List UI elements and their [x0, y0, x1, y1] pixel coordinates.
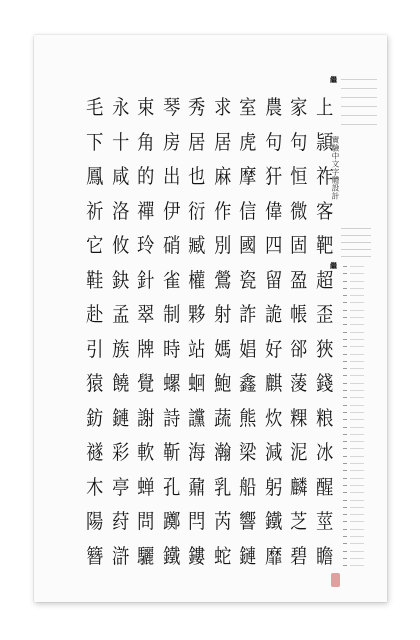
tick-mark: [343, 467, 381, 474]
tick-mark: [343, 299, 381, 306]
glyph-cell: 永: [111, 95, 129, 120]
glyph-cell: 芮: [213, 509, 231, 534]
glyph-cell: 上: [315, 95, 333, 120]
tick-mark: [343, 445, 381, 452]
tick-mark: [343, 475, 381, 482]
glyph-cell: 制: [162, 302, 180, 327]
tick-mark: [343, 351, 381, 358]
glyph-grid: [82, 90, 337, 573]
glyph-cell: 禭: [86, 440, 104, 465]
glyph-cell: 響: [239, 509, 257, 534]
glyph-cell: 國: [239, 233, 257, 258]
tick-mark: [343, 380, 381, 387]
glyph-cell: 謝: [137, 405, 155, 430]
glyph-cell: 彩: [111, 440, 129, 465]
glyph-cell: 出: [162, 164, 180, 189]
glyph-cell: 雀: [162, 267, 180, 292]
tick-mark: [343, 336, 381, 343]
glyph-cell: 蔬: [213, 405, 231, 430]
glyph-cell: 攸: [111, 233, 129, 258]
glyph-cell: 詩: [162, 405, 180, 430]
tick-mark: [343, 402, 381, 409]
glyph-cell: 秀: [188, 95, 206, 120]
glyph-cell: 船: [239, 474, 257, 499]
glyph-cell: 狹: [315, 336, 333, 361]
mid-rules: [341, 228, 371, 263]
tick-mark: [343, 504, 381, 511]
glyph-cell: 瀚: [213, 440, 231, 465]
glyph-cell: 驪: [137, 543, 155, 568]
glyph-cell: 祈: [86, 198, 104, 223]
glyph-cell: 蝉: [137, 474, 155, 499]
glyph-cell: 臧: [188, 233, 206, 258]
tick-mark: [343, 329, 381, 336]
glyph-cell: 瓷: [239, 267, 257, 292]
glyph-cell: 角: [137, 129, 155, 154]
glyph-cell: 農: [264, 95, 282, 120]
glyph-cell: 毛: [86, 95, 104, 120]
tick-list: [343, 263, 381, 569]
glyph-cell: 讜: [188, 405, 206, 430]
tick-mark: [343, 555, 381, 562]
glyph-cell: 硝: [162, 233, 180, 258]
glyph-cell: 洛: [111, 198, 129, 223]
glyph-cell: 夥: [188, 302, 206, 327]
glyph-cell: 時: [162, 336, 180, 361]
glyph-cell: 祚: [315, 164, 333, 189]
tick-mark: [343, 307, 381, 314]
glyph-cell: 偉: [264, 198, 282, 223]
glyph-cell: 莖: [315, 509, 333, 534]
glyph-cell: 虎: [239, 129, 257, 154]
glyph-cell: 赴: [86, 302, 104, 327]
tick-mark: [343, 482, 381, 489]
glyph-cell: 犴: [264, 164, 282, 189]
glyph-cell: 靡: [264, 543, 282, 568]
glyph-cell: 乳: [213, 474, 231, 499]
glyph-cell: 蛔: [188, 371, 206, 396]
glyph-cell: 四: [264, 233, 282, 258]
tick-mark: [343, 263, 381, 270]
glyph-cell: 瞻: [315, 543, 333, 568]
tick-mark: [343, 526, 381, 533]
glyph-cell: 詐: [239, 302, 257, 327]
glyph-cell: 居: [188, 129, 206, 154]
glyph-cell: 頴: [315, 129, 333, 154]
glyph-cell: 冰: [315, 440, 333, 465]
red-seal-icon: [331, 573, 340, 587]
glyph-cell: 站: [188, 336, 206, 361]
tick-mark: [343, 285, 381, 292]
glyph-cell: 微: [290, 198, 308, 223]
glyph-cell: 猿: [86, 371, 104, 396]
tick-mark: [343, 416, 381, 423]
tick-mark: [343, 497, 381, 504]
glyph-cell: 族: [111, 336, 129, 361]
side-panel: [327, 73, 383, 593]
glyph-cell: 鏈: [111, 405, 129, 430]
glyph-cell: 問: [137, 509, 155, 534]
tick-mark: [343, 278, 381, 285]
tick-mark: [343, 365, 381, 372]
glyph-cell: 覺: [137, 371, 155, 396]
glyph-cell: 下: [86, 129, 104, 154]
glyph-cell: 它: [86, 233, 104, 258]
glyph-cell: 海: [188, 440, 206, 465]
glyph-cell: 詭: [264, 302, 282, 327]
glyph-cell: 郤: [290, 336, 308, 361]
glyph-cell: 減: [264, 440, 282, 465]
glyph-cell: 室: [239, 95, 257, 120]
tick-mark: [343, 460, 381, 467]
glyph-cell: 咸: [111, 164, 129, 189]
glyph-cell: 滸: [111, 543, 129, 568]
tick-mark: [343, 409, 381, 416]
glyph-cell: 錢: [315, 371, 333, 396]
tick-mark: [343, 518, 381, 525]
glyph-cell: 鈌: [111, 267, 129, 292]
tick-mark: [343, 321, 381, 328]
glyph-cell: 玲: [137, 233, 155, 258]
tick-mark: [343, 453, 381, 460]
glyph-cell: 信: [239, 198, 257, 223]
tick-mark: [343, 438, 381, 445]
glyph-cell: 木: [86, 474, 104, 499]
glyph-cell: 求: [213, 95, 231, 120]
glyph-cell: 固: [290, 233, 308, 258]
glyph-cell: 蛇: [213, 543, 231, 568]
tick-mark: [343, 533, 381, 540]
glyph-cell: 鏈: [239, 543, 257, 568]
glyph-cell: 娼: [239, 336, 257, 361]
tick-mark: [343, 343, 381, 350]
tick-mark: [343, 358, 381, 365]
glyph-cell: 鼐: [188, 474, 206, 499]
glyph-cell: 靳: [162, 440, 180, 465]
glyph-cell: 鳳: [86, 164, 104, 189]
glyph-cell: 靶: [315, 233, 333, 258]
glyph-cell: 伊: [162, 198, 180, 223]
glyph-cell: 句: [290, 129, 308, 154]
tick-mark: [343, 511, 381, 518]
glyph-cell: 客: [315, 198, 333, 223]
tick-mark: [343, 431, 381, 438]
glyph-cell: 牌: [137, 336, 155, 361]
glyph-cell: 家: [290, 95, 308, 120]
glyph-cell: 居: [213, 129, 231, 154]
glyph-cell: 好: [264, 336, 282, 361]
glyph-cell: 芝: [290, 509, 308, 534]
glyph-cell: 躬: [264, 474, 282, 499]
glyph-cell: 閂: [188, 509, 206, 534]
glyph-cell: 帳: [290, 302, 308, 327]
glyph-cell: 束: [137, 95, 155, 120]
glyph-cell: 權: [188, 267, 206, 292]
tick-mark: [343, 292, 381, 299]
glyph-cell: 留: [264, 267, 282, 292]
glyph-cell: 鈁: [86, 405, 104, 430]
glyph-cell: 衍: [188, 198, 206, 223]
tick-mark: [343, 270, 381, 277]
tick-mark: [343, 424, 381, 431]
glyph-cell: 粿: [290, 405, 308, 430]
glyph-cell: 恒: [290, 164, 308, 189]
glyph-cell: 躑: [162, 509, 180, 534]
glyph-cell: 超: [315, 267, 333, 292]
glyph-cell: 鶯: [213, 267, 231, 292]
glyph-cell: 琴: [162, 95, 180, 120]
glyph-cell: 鏤: [188, 543, 206, 568]
glyph-cell: 蔆: [290, 371, 308, 396]
glyph-cell: 鐵: [162, 543, 180, 568]
tick-mark: [343, 387, 381, 394]
poster: [34, 35, 387, 602]
glyph-cell: 孟: [111, 302, 129, 327]
tick-mark: [343, 540, 381, 547]
poster-title: 實驗中文字體設計: [331, 136, 340, 200]
tick-mark: [343, 314, 381, 321]
glyph-cell: 十: [111, 129, 129, 154]
glyph-cell: 針: [137, 267, 155, 292]
glyph-cell: 碧: [290, 543, 308, 568]
glyph-cell: 鮑: [213, 371, 231, 396]
tick-mark: [343, 394, 381, 401]
glyph-cell: 歪: [315, 302, 333, 327]
glyph-cell: 熊: [239, 405, 257, 430]
glyph-cell: 荮: [111, 509, 129, 534]
side-mark-top: 繼: [330, 75, 337, 84]
glyph-cell: 媽: [213, 336, 231, 361]
glyph-cell: 梁: [239, 440, 257, 465]
glyph-cell: 炊: [264, 405, 282, 430]
glyph-cell: 醒: [315, 474, 333, 499]
glyph-cell: 禪: [137, 198, 155, 223]
top-rules: [341, 79, 377, 133]
glyph-cell: 粮: [315, 405, 333, 430]
tick-mark: [343, 562, 381, 569]
glyph-cell: 麻: [213, 164, 231, 189]
glyph-cell: 作: [213, 198, 231, 223]
glyph-cell: 麒: [264, 371, 282, 396]
tick-mark: [343, 489, 381, 496]
glyph-cell: 饒: [111, 371, 129, 396]
tick-mark: [343, 372, 381, 379]
glyph-cell: 鞋: [86, 267, 104, 292]
glyph-cell: 別: [213, 233, 231, 258]
tick-mark: [343, 548, 381, 555]
glyph-cell: 軟: [137, 440, 155, 465]
side-mark-mid: 繼: [330, 261, 337, 270]
glyph-cell: 盈: [290, 267, 308, 292]
glyph-cell: 簪: [86, 543, 104, 568]
glyph-cell: 泥: [290, 440, 308, 465]
glyph-cell: 也: [188, 164, 206, 189]
glyph-cell: 螺: [162, 371, 180, 396]
glyph-cell: 麟: [290, 474, 308, 499]
glyph-cell: 陽: [86, 509, 104, 534]
glyph-cell: 摩: [239, 164, 257, 189]
glyph-cell: 射: [213, 302, 231, 327]
glyph-cell: 房: [162, 129, 180, 154]
glyph-cell: 鑫: [239, 371, 257, 396]
glyph-cell: 鐵: [264, 509, 282, 534]
glyph-cell: 句: [264, 129, 282, 154]
glyph-cell: 孔: [162, 474, 180, 499]
glyph-cell: 亭: [111, 474, 129, 499]
glyph-cell: 引: [86, 336, 104, 361]
glyph-cell: 的: [137, 164, 155, 189]
glyph-cell: 翠: [137, 302, 155, 327]
